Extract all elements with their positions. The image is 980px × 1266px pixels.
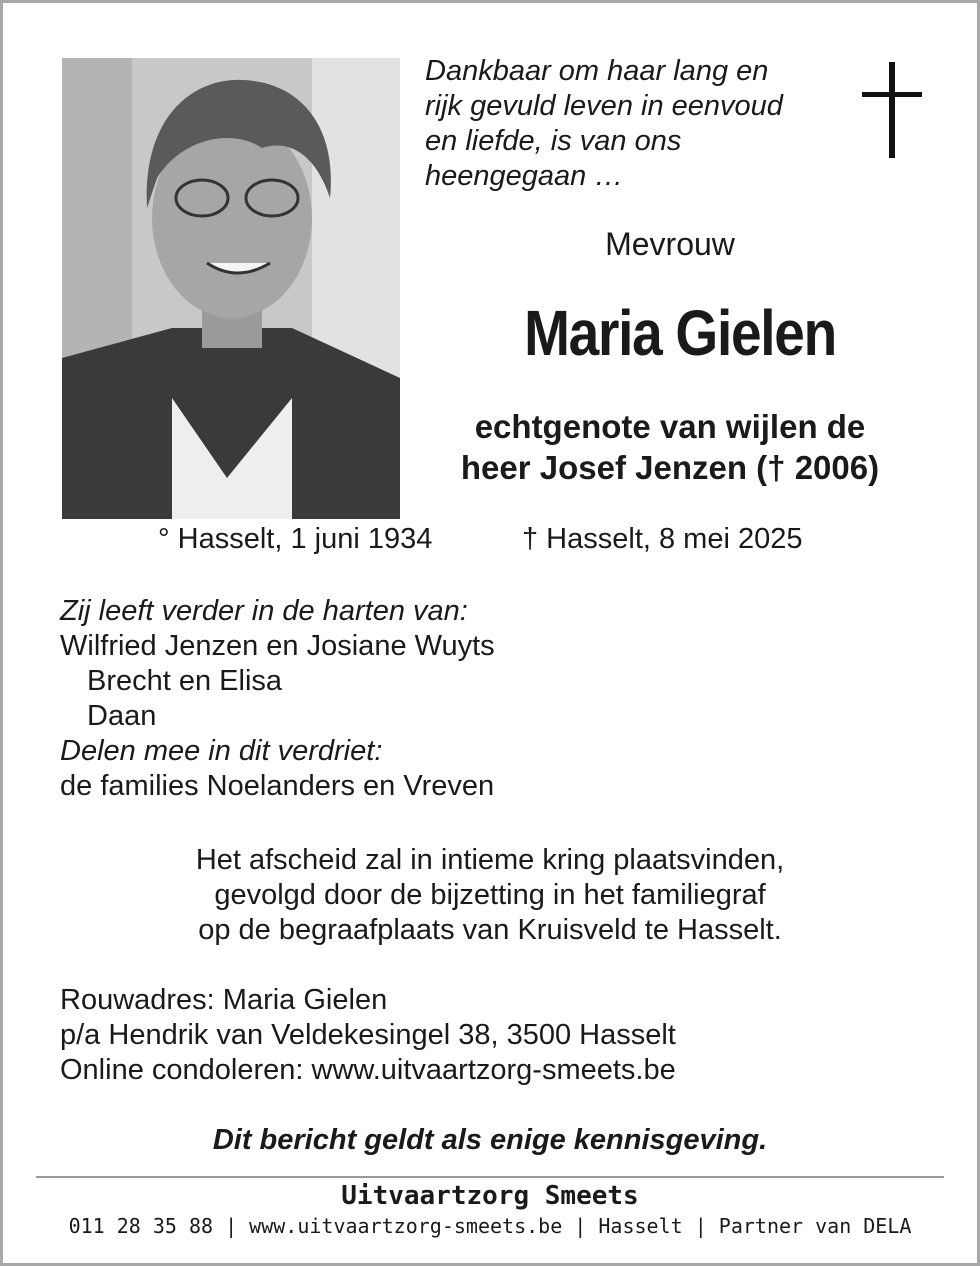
farewell-line: op de begraafplaats van Kruisveld te Hasselt. bbox=[198, 914, 782, 946]
spouse-line: echtgenote van wijlen de bbox=[474, 408, 866, 445]
farewell-line: Het afscheid zal in intieme kring plaatsvinden, bbox=[195, 844, 785, 876]
family-heading: Delen mee in dit verdriet: bbox=[60, 735, 383, 767]
intro-text bbox=[425, 54, 783, 194]
intro-line: rijk gevuld leven in eenvoud bbox=[425, 90, 783, 122]
cross-icon bbox=[862, 62, 922, 158]
deceased-name: Maria Gielen bbox=[524, 297, 836, 369]
portrait-photo bbox=[62, 58, 400, 519]
divider bbox=[36, 1176, 944, 1178]
family-line: Brecht en Elisa bbox=[87, 665, 283, 697]
address-line: Rouwadres: Maria Gielen bbox=[60, 984, 388, 1016]
salutation: Mevrouw bbox=[605, 226, 735, 262]
address-line: Online condoleren: www.uitvaartzorg-smeets.be bbox=[60, 1054, 676, 1086]
spouse-text bbox=[420, 406, 920, 488]
intro-line: en liefde, is van ons bbox=[425, 125, 682, 157]
death-date: † Hasselt, 8 mei 2025 bbox=[522, 523, 803, 555]
spouse-line: heer Josef Jenzen († 2006) bbox=[460, 449, 880, 486]
family-line: Wilfried Jenzen en Josiane Wuyts bbox=[60, 630, 495, 662]
footer-title: Uitvaartzorg Smeets bbox=[341, 1181, 639, 1211]
farewell-line: gevolgd door de bijzetting in het familiegraf bbox=[214, 879, 766, 911]
notice-text: Dit bericht geldt als enige kennisgeving. bbox=[212, 1124, 768, 1156]
intro-line: Dankbaar om haar lang en bbox=[425, 55, 769, 87]
family-line: de families Noelanders en Vreven bbox=[60, 770, 495, 802]
address-line: p/a Hendrik van Veldekesingel 38, 3500 Hasselt bbox=[60, 1019, 676, 1051]
footer-info: 011 28 35 88 | www.uitvaartzorg-smeets.be | Hasselt | Partner van DELA bbox=[68, 1214, 912, 1238]
family-section bbox=[60, 594, 495, 804]
intro-line: heengegaan … bbox=[425, 160, 624, 192]
family-heading: Zij leeft verder in de harten van: bbox=[60, 595, 468, 627]
birth-date: ° Hasselt, 1 juni 1934 bbox=[158, 523, 433, 555]
family-line: Daan bbox=[87, 700, 157, 732]
farewell-text bbox=[90, 843, 890, 948]
address-section bbox=[60, 983, 676, 1088]
